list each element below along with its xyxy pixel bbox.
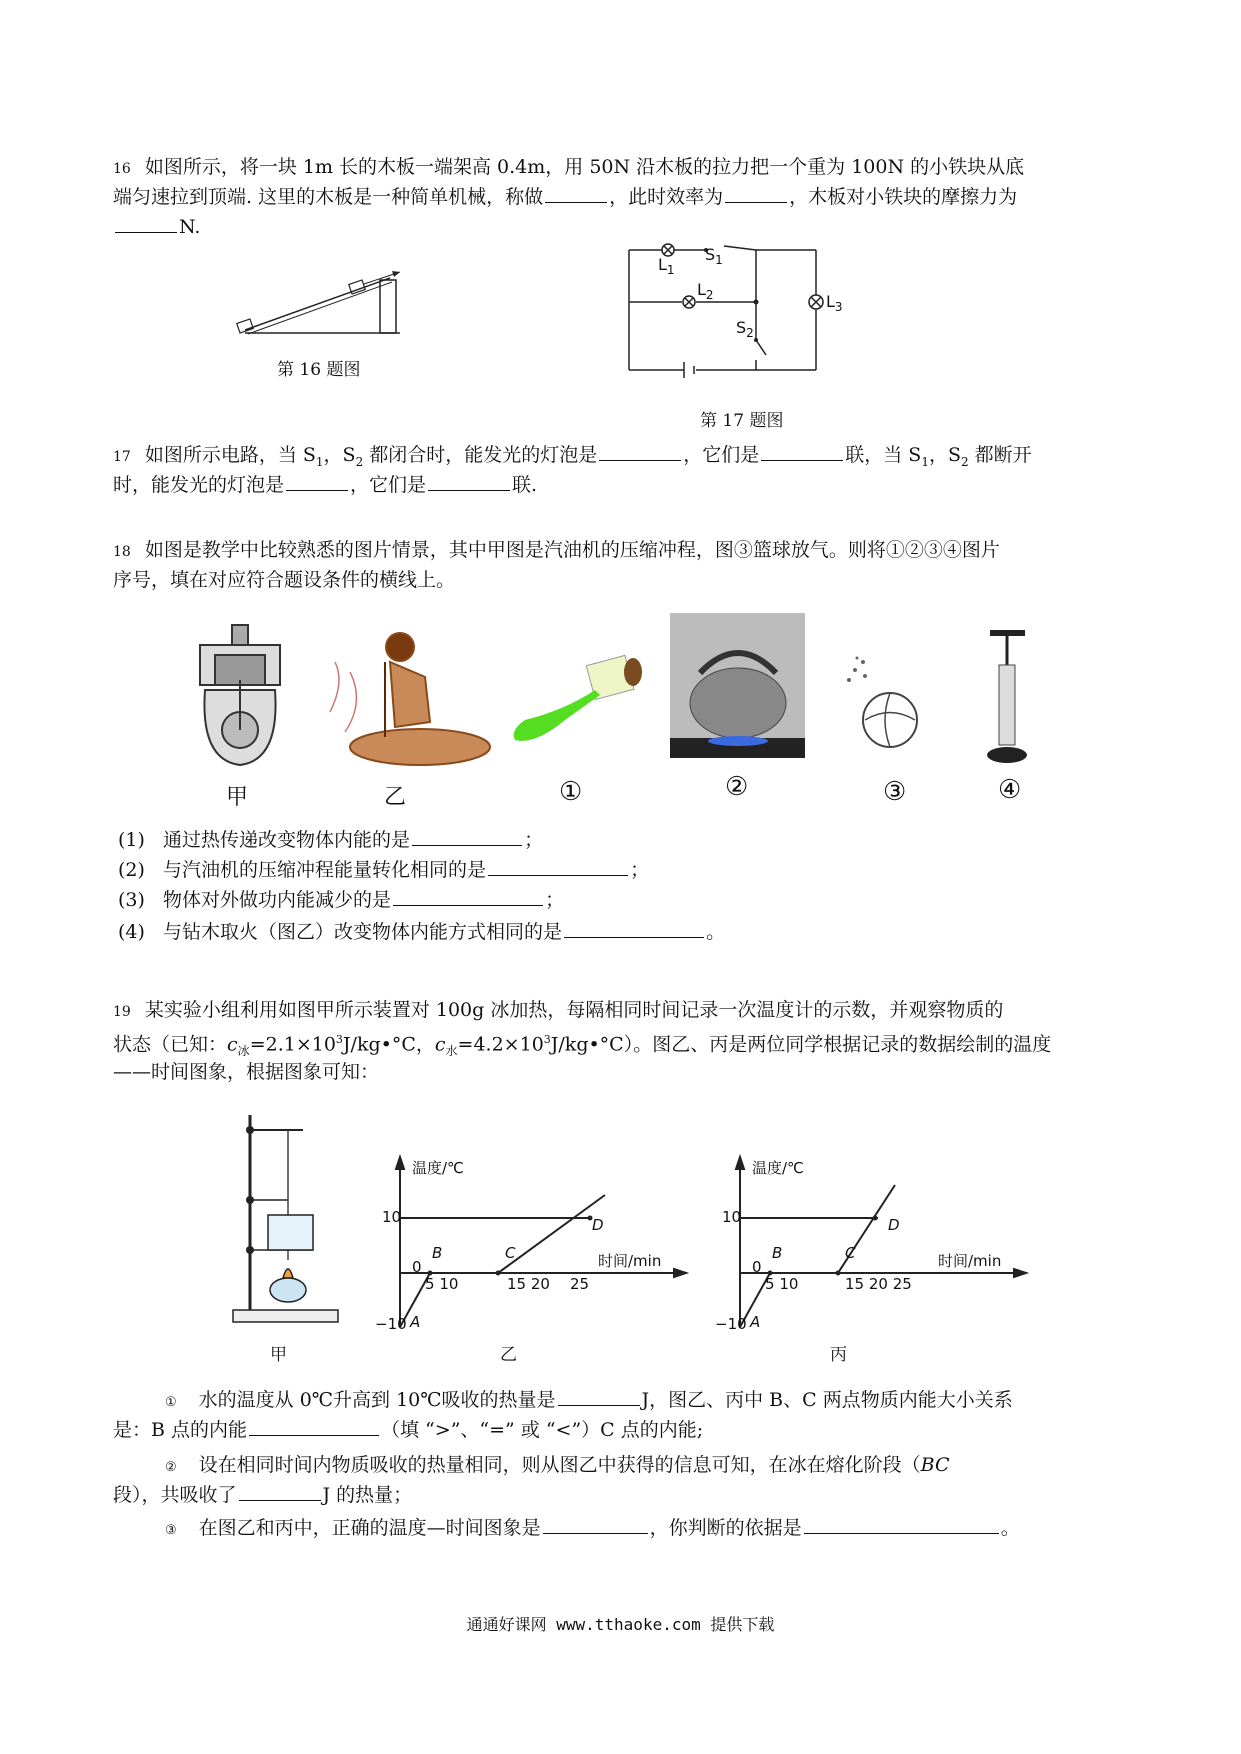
pic-label-4: ④: [998, 775, 1022, 805]
q16-line1: 16 如图所示，将一块 1m 长的木板一端架高 0.4m，用 50N 沿木板的拉力把一个重为 100N 的小铁块从底: [113, 156, 1025, 178]
point-a-yi: A: [410, 1313, 421, 1331]
xticks-bing-2: 15 20 25: [845, 1275, 912, 1293]
answer-blank[interactable]: [558, 1387, 640, 1406]
point-d-yi: D: [592, 1216, 604, 1234]
q16-number: 16: [113, 161, 131, 177]
temperature-time-graph-yi: [360, 1155, 690, 1335]
label-l3: $L_3$: [826, 292, 843, 315]
answer-blank[interactable]: [543, 1515, 648, 1534]
q17-caption: 第 17 题图: [700, 411, 784, 431]
q17-line1: 17 如图所示电路，当 $S_1$，$S_2$ 都闭合时，能发光的灯泡是 ，它们是 联，当 $S_1$，$S_2$ 都断开: [113, 444, 1032, 469]
q16-line2: 端匀速拉到顶端. 这里的木板是一种简单机械，称做 ，此时效率为 ，木板对小铁块的摩擦力为: [113, 186, 1018, 208]
tick-0-bing: 0: [752, 1258, 762, 1276]
q19-sub1-line2: 是：B 点的内能 （填 “>”、“=” 或 “<”）C 点的内能;: [113, 1419, 704, 1441]
answer-blank[interactable]: [286, 472, 348, 491]
point-c-bing: C: [845, 1244, 856, 1262]
pic-label-1: ①: [559, 777, 583, 807]
drilling-fire-picture: [325, 622, 490, 772]
label-s2: $S_2$: [736, 318, 754, 341]
xticks-yi-2: 15 20: [507, 1275, 550, 1293]
pump-picture: [985, 625, 1030, 770]
pic-label-yi: 乙: [384, 785, 407, 810]
q19-sub3-line1: ③ 在图乙和丙中，正确的温度—时间图象是 ，你判断的依据是 。: [165, 1517, 1020, 1539]
tick-neg10-yi: −10: [375, 1315, 407, 1333]
inclined-plane-figure: [240, 258, 420, 338]
q19-line2: 状态（已知：$c_冰=2.1\times 10^3J/kg•^\circ C$，$c_水=4.2\times 10^3J/kg•^\circ C$）。图乙、丙是两位同学根据记录的数据绘制的温度: [113, 1033, 1052, 1059]
engine-picture: [190, 620, 290, 770]
point-b-yi: B: [432, 1244, 443, 1262]
fig-label-bing: 丙: [830, 1345, 847, 1365]
q19-line1: 19 某实验小组利用如图甲所示装置对 100g 冰加热，每隔相同时间记录一次温度计的示数，并观察物质的: [113, 999, 1004, 1021]
fig-label-jia: 甲: [270, 1345, 287, 1365]
tick-0-yi: 0: [412, 1258, 422, 1276]
answer-blank[interactable]: [428, 472, 510, 491]
xticks-yi: 5 10: [425, 1275, 459, 1293]
x-axis-label-bing: 时间/min: [938, 1252, 1002, 1270]
label-s1: $S_1$: [705, 245, 723, 268]
y-axis-label-bing: 温度/℃: [752, 1159, 804, 1177]
q17-line2: 时，能发光的灯泡是 ，它们是 联.: [113, 474, 538, 496]
answer-blank[interactable]: [804, 1515, 999, 1534]
answer-blank[interactable]: [599, 442, 681, 461]
tick-10-yi: 10: [382, 1208, 402, 1226]
q18-item-1: (1) 通过热传递改变物体内能的是 ；: [118, 829, 544, 851]
q18-line1: 18 如图是教学中比较熟悉的图片情景，其中甲图是汽油机的压缩冲程，图③篮球放气。则将①②③④图片: [113, 539, 1000, 561]
point-b-bing: B: [772, 1244, 783, 1262]
x-axis-label-yi: 时间/min: [598, 1252, 662, 1270]
answer-blank[interactable]: [249, 1417, 379, 1436]
pic-label-jia: 甲: [226, 785, 249, 810]
answer-blank[interactable]: [725, 184, 787, 203]
page-footer: 通通好课网 www.tthaoke.com 提供下载: [466, 1615, 775, 1634]
pic-label-3: ③: [883, 777, 907, 807]
answer-blank[interactable]: [488, 857, 628, 876]
q18-item-2: (2) 与汽油机的压缩冲程能量转化相同的是 ；: [118, 859, 650, 881]
answer-blank[interactable]: [115, 214, 177, 233]
tube-cork-picture: [505, 650, 655, 750]
circuit-diagram: [626, 240, 826, 375]
answer-blank[interactable]: [545, 184, 607, 203]
answer-blank[interactable]: [761, 442, 843, 461]
label-l2: $L_2$: [697, 280, 714, 303]
label-l1: $L_1$: [658, 255, 675, 278]
answer-blank[interactable]: [412, 827, 522, 846]
q18-item-4: (4) 与钻木取火（图乙）改变物体内能方式相同的是 。: [118, 921, 726, 943]
q18-line2: 序号，填在对应符合题设条件的横线上。: [113, 569, 456, 591]
q19-sub2-line2: 段），共吸收了 J 的热量；: [113, 1484, 413, 1506]
xtick-25-yi: 25: [570, 1275, 590, 1293]
heating-apparatus: [228, 1110, 343, 1330]
q19-sub1-line1: ① 水的温度从 0℃升高到 10℃吸收的热量是 J，图乙、丙中 B、C 两点物质内能大小关系: [165, 1389, 1013, 1411]
q18-item-3: (3) 物体对外做功内能减少的是 ；: [118, 889, 565, 911]
point-c-yi: C: [505, 1244, 516, 1262]
q16-caption: 第 16 题图: [277, 360, 361, 380]
fig-label-yi: 乙: [500, 1345, 517, 1365]
temperature-time-graph-bing: [700, 1155, 1030, 1335]
q16-line3: N.: [113, 212, 200, 242]
xticks-bing: 5 10: [765, 1275, 799, 1293]
answer-blank[interactable]: [239, 1482, 321, 1501]
answer-blank[interactable]: [564, 919, 704, 938]
q19-line3: ——时间图象，根据图象可知：: [113, 1061, 380, 1083]
basketball-picture: [835, 650, 925, 750]
point-d-bing: D: [888, 1216, 900, 1234]
tick-10-bing: 10: [722, 1208, 742, 1226]
answer-blank[interactable]: [393, 887, 543, 906]
y-axis-label-yi: 温度/℃: [412, 1159, 464, 1177]
pic-label-2: ②: [725, 772, 749, 802]
point-a-bing: A: [750, 1313, 761, 1331]
kettle-picture: [670, 613, 805, 758]
q19-sub2-line1: ② 设在相同时间内物质吸收的热量相同，则从图乙中获得的信息可知，在冰在熔化阶段（BC: [165, 1454, 950, 1476]
tick-neg10-bing: −10: [715, 1315, 747, 1333]
